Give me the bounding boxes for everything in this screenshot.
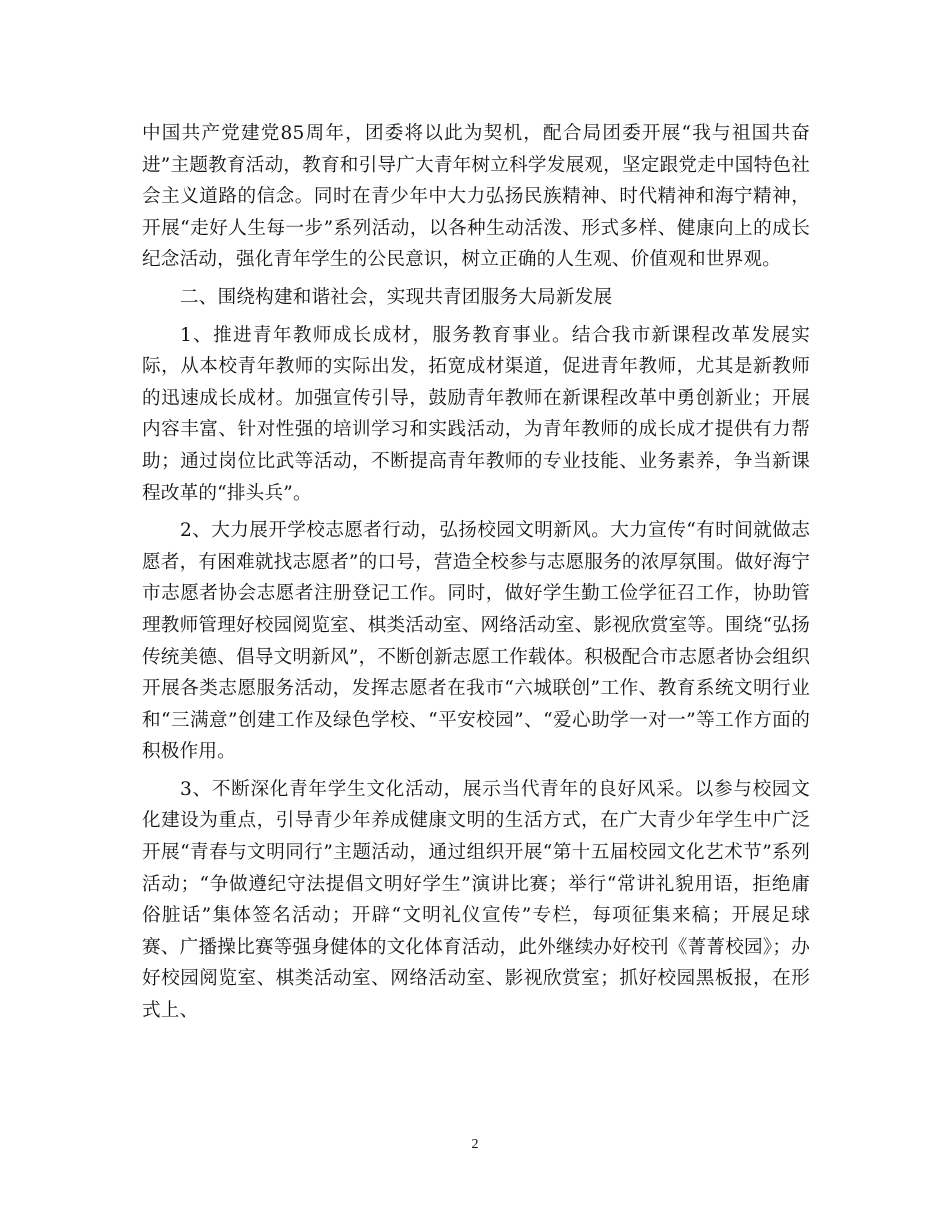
paragraph-continuation: 中国共产党建党85周年，团委将以此为契机，配合局团委开展“我与祖国共奋进”主题教育活动，教育和引导广大青年树立科学发展观，坚定跟党走中国特色社会主义道路的信念。同时在青少年中大力弘扬民族精神、时代精神和海宁精神，开展“走好人生每一步”系列活动，以各种生动活泼、形式多样、健康向上的成长纪念活动，强化青年学生的公民意识，树立正确的人生观、价值观和世界观。 — [142, 123, 810, 271]
document-body — [142, 118, 810, 1027]
paragraph-item-1: 1、推进青年教师成长成材，服务教育事业。结合我市新课程改革发展实际，从本校青年教师的实际出发，拓宽成材渠道，促进青年教师，尤其是新教师的迅速成长成材。加强宣传引导，鼓励青年教师在新课程改革中勇创新业；开展内容丰富、针对性强的培训学习和实践活动，为青年教师的成长成才提供有力帮助；通过岗位比武等活动，不断提高青年教师的专业技能、业务素养，争当新课程改革的“排头兵”。 — [142, 324, 810, 504]
paragraph-item-3: 3、不断深化青年学生文化活动，展示当代青年的良好风采。以参与校园文化建设为重点，引导青少年养成健康文明的生活方式，在广大青少年学生中广泛开展“青春与文明同行”主题活动，通过组织开展“第十五届校园文化艺术节”系列活动；“争做遵纪守法提倡文明好学生”演讲比赛；举行“常讲礼貌用语，拒绝庸俗脏话”集体签名活动；开辟“文明礼仪宣传”专栏，每项征集来稿；开展足球赛、广播操比赛等强身健体的文化体育活动，此外继续办好校刊《菁菁校园》；办好校园阅览室、棋类活动室、网络活动室、影视欣赏室；抓好校园黑板报，在形式上、 — [142, 778, 810, 1022]
page-number: 2 — [471, 1137, 479, 1152]
paragraph-item-2: 2、大力展开学校志愿者行动，弘扬校园文明新风。大力宣传“有时间就做志愿者，有困难就找志愿者”的口号，营造全校参与志愿服务的浓厚氛围。做好海宁市志愿者协会志愿者注册登记工作。同时，做好学生勤工俭学征召工作，协助管理教师管理好校园阅览室、棋类活动室、网络活动室、影视欣赏室等。围绕“弘扬传统美德、倡导文明新风”，不断创新志愿工作载体。积极配合市志愿者协会组织开展各类志愿服务活动，发挥志愿者在我市“六城联创”工作、教育系统文明行业和“三满意”创建工作及绿色学校、“平安校园”、“爱心助学一对一”等工作方面的积极作用。 — [142, 520, 810, 763]
section-heading: 二、围绕构建和谐社会，实现共青团服务大局新发展 — [180, 286, 613, 308]
